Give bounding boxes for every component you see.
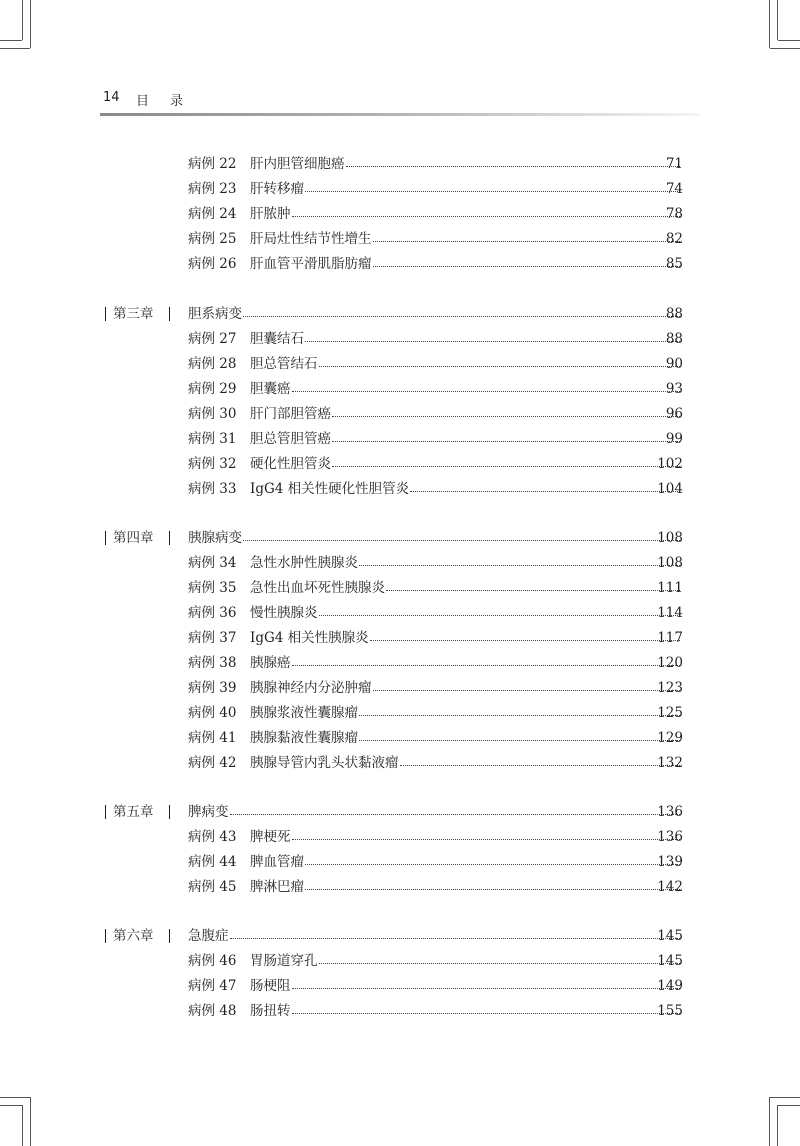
entry-page-number: 129 [657, 730, 683, 746]
chapter-bracket-right [169, 307, 170, 321]
dot-leader [292, 999, 681, 1014]
case-number: 病例 39 [188, 680, 237, 696]
entry-title-line [250, 850, 682, 874]
entry-page-number: 71 [665, 156, 683, 172]
dot-leader [373, 252, 681, 267]
case-title: 脾血管瘤 [250, 854, 304, 870]
dot-leader [359, 726, 680, 741]
case-number: 病例 30 [188, 406, 237, 422]
dot-leader [359, 701, 680, 716]
case-title: 肠扭转 [250, 1003, 291, 1019]
chapter-number: 第五章 [113, 804, 154, 820]
dot-leader [230, 800, 681, 815]
dot-leader [332, 452, 680, 467]
toc-case-entry[interactable] [0, 999, 800, 1023]
case-title: 脾梗死 [250, 829, 291, 845]
entry-page-number: 74 [665, 181, 683, 197]
case-title: 胆总管结石 [250, 356, 318, 372]
case-number: 病例 44 [188, 854, 237, 870]
entry-title-line [250, 177, 682, 201]
case-title: 胰腺癌 [250, 655, 291, 671]
toc-case-entry[interactable] [0, 726, 800, 750]
chapter-bracket-right [169, 531, 170, 545]
entry-page-number: 136 [657, 829, 683, 845]
dot-leader [386, 576, 680, 591]
case-number: 病例 34 [188, 555, 237, 571]
entry-title-line [250, 551, 682, 575]
entry-title-line [250, 875, 682, 899]
entry-page-number: 108 [657, 530, 683, 546]
dot-leader [332, 427, 680, 442]
case-title: 脾淋巴瘤 [250, 879, 304, 895]
entry-page-number: 99 [665, 431, 683, 447]
case-title: 胆囊癌 [250, 381, 291, 397]
dot-leader [332, 402, 680, 417]
entry-title-line [250, 352, 682, 376]
case-title: 肝局灶性结节性增生 [250, 231, 372, 247]
dot-leader [292, 825, 681, 840]
entry-title-line [250, 377, 682, 401]
dot-leader [305, 850, 680, 865]
entry-title-line [250, 601, 682, 625]
dot-leader [243, 526, 680, 541]
chapter-number: 第六章 [113, 928, 154, 944]
toc-case-entry[interactable] [0, 751, 800, 775]
case-number: 病例 33 [188, 481, 237, 497]
entry-title-line [250, 999, 682, 1023]
entry-page-number: 125 [657, 705, 683, 721]
toc-case-entry[interactable] [0, 452, 800, 476]
entry-title-line [250, 427, 682, 451]
case-title: 肝内胆管细胞癌 [250, 156, 345, 172]
chapter-title: 急腹症 [188, 928, 229, 944]
dot-leader [243, 302, 680, 317]
case-title: 胰腺神经内分泌肿瘤 [250, 680, 372, 696]
case-title: 急性水肿性胰腺炎 [250, 555, 358, 571]
header-title-char-2: 录 [170, 94, 184, 109]
dot-leader [319, 601, 681, 616]
chapter-title: 胰腺病变 [188, 530, 242, 546]
entry-page-number: 117 [657, 630, 683, 646]
chapter-bracket-right [169, 929, 170, 943]
dot-leader [230, 924, 681, 939]
case-number: 病例 42 [188, 755, 237, 771]
entry-page-number: 88 [665, 306, 683, 322]
chapter-title: 胆系病变 [188, 306, 242, 322]
case-number: 病例 40 [188, 705, 237, 721]
case-title: 胆总管胆管癌 [250, 431, 331, 447]
case-title: 急性出血坏死性胰腺炎 [250, 580, 385, 596]
entry-title-line [250, 327, 682, 351]
entry-page-number: 155 [657, 1003, 683, 1019]
entry-page-number: 93 [665, 381, 683, 397]
case-title: IgG4 相关性胰腺炎 [250, 630, 369, 646]
case-title: 肠梗阻 [250, 978, 291, 994]
toc-case-entry[interactable] [0, 551, 800, 575]
case-number: 病例 37 [188, 630, 237, 646]
case-number: 病例 26 [188, 256, 237, 272]
case-number: 病例 31 [188, 431, 237, 447]
toc-case-entry[interactable] [0, 427, 800, 451]
dot-leader [292, 651, 681, 666]
toc-case-entry[interactable] [0, 701, 800, 725]
entry-title-line [250, 252, 682, 276]
case-number: 病例 29 [188, 381, 237, 397]
case-number: 病例 35 [188, 580, 237, 596]
dot-leader [410, 477, 680, 492]
case-title: 肝脓肿 [250, 206, 291, 222]
toc-case-entry[interactable] [0, 601, 800, 625]
toc-case-entry[interactable] [0, 477, 800, 501]
entry-title-line [250, 751, 682, 775]
chapter-number: 第三章 [113, 306, 154, 322]
case-title: 胃肠道穿孔 [250, 953, 318, 969]
dot-leader [373, 676, 681, 691]
dot-leader [292, 974, 681, 989]
toc-case-entry[interactable] [0, 974, 800, 998]
toc-chapter-entry[interactable] [0, 302, 800, 326]
entry-title-line [250, 949, 682, 973]
toc-case-entry[interactable] [0, 402, 800, 426]
case-title: 胰腺浆液性囊腺瘤 [250, 705, 358, 721]
entry-title-line [188, 924, 682, 948]
entry-page-number: 139 [657, 854, 683, 870]
entry-title-line [250, 726, 682, 750]
entry-page-number: 85 [665, 256, 683, 272]
chapter-bracket-right [169, 805, 170, 819]
toc-case-entry[interactable] [0, 626, 800, 650]
toc-case-entry[interactable] [0, 352, 800, 376]
entry-title-line [250, 676, 682, 700]
entry-title-line [250, 152, 682, 176]
entry-page-number: 88 [665, 331, 683, 347]
toc-case-entry[interactable] [0, 202, 800, 226]
entry-page-number: 149 [657, 978, 683, 994]
case-title: 胰腺黏液性囊腺瘤 [250, 730, 358, 746]
entry-page-number: 82 [665, 231, 683, 247]
chapter-label-box [103, 302, 177, 326]
case-title: 胆囊结石 [250, 331, 304, 347]
case-number: 病例 28 [188, 356, 237, 372]
entry-title-line [250, 227, 682, 251]
entry-title-line [188, 302, 682, 326]
dot-leader [370, 626, 680, 641]
chapter-bracket-left [105, 805, 106, 819]
case-title: 肝门部胆管癌 [250, 406, 331, 422]
chapter-label-box [103, 924, 177, 948]
toc-chapter-entry[interactable] [0, 800, 800, 824]
dot-leader [292, 202, 681, 217]
entry-title-line [250, 974, 682, 998]
entry-title-line [250, 402, 682, 426]
toc-case-entry[interactable] [0, 152, 800, 176]
entry-page-number: 78 [665, 206, 683, 222]
entry-title-line [188, 526, 682, 550]
entry-title-line [250, 701, 682, 725]
case-number: 病例 41 [188, 730, 237, 746]
toc-case-entry[interactable] [0, 676, 800, 700]
entry-page-number: 123 [657, 680, 683, 696]
entry-title-line [188, 800, 682, 824]
case-title: 肝血管平滑肌脂肪瘤 [250, 256, 372, 272]
dot-leader [400, 751, 681, 766]
case-number: 病例 43 [188, 829, 237, 845]
entry-title-line [250, 626, 682, 650]
case-title: 慢性胰腺炎 [250, 605, 318, 621]
toc-case-entry[interactable] [0, 825, 800, 849]
case-number: 病例 22 [188, 156, 237, 172]
dot-leader [305, 177, 680, 192]
toc-case-entry[interactable] [0, 875, 800, 899]
chapter-title: 脾病变 [188, 804, 229, 820]
entry-page-number: 102 [657, 456, 683, 472]
chapter-number: 第四章 [113, 530, 154, 546]
case-title: IgG4 相关性硬化性胆管炎 [250, 481, 410, 497]
entry-page-number: 145 [657, 953, 683, 969]
toc-case-entry[interactable] [0, 327, 800, 351]
chapter-bracket-left [105, 307, 106, 321]
toc-case-entry[interactable] [0, 177, 800, 201]
toc-case-entry[interactable] [0, 576, 800, 600]
header-rule [100, 113, 700, 116]
entry-page-number: 104 [657, 481, 683, 497]
dot-leader [359, 551, 680, 566]
case-title: 硬化性胆管炎 [250, 456, 331, 472]
case-number: 病例 23 [188, 181, 237, 197]
entry-page-number: 132 [657, 755, 683, 771]
toc-case-entry[interactable] [0, 227, 800, 251]
toc-chapter-entry[interactable] [0, 924, 800, 948]
case-number: 病例 27 [188, 331, 237, 347]
page-number: 14 [103, 90, 120, 105]
case-number: 病例 24 [188, 206, 237, 222]
entry-page-number: 90 [665, 356, 683, 372]
entry-page-number: 108 [657, 555, 683, 571]
entry-title-line [250, 651, 682, 675]
dot-leader [373, 227, 681, 242]
entry-page-number: 142 [657, 879, 683, 895]
case-number: 病例 48 [188, 1003, 237, 1019]
chapter-bracket-left [105, 929, 106, 943]
case-number: 病例 36 [188, 605, 237, 621]
case-title: 胰腺导管内乳头状黏液瘤 [250, 755, 399, 771]
entry-page-number: 136 [657, 804, 683, 820]
entry-title-line [250, 825, 682, 849]
case-number: 病例 47 [188, 978, 237, 994]
case-title: 肝转移瘤 [250, 181, 304, 197]
chapter-label-box [103, 526, 177, 550]
entry-title-line [250, 452, 682, 476]
dot-leader [319, 949, 681, 964]
dot-leader [346, 152, 681, 167]
case-number: 病例 45 [188, 879, 237, 895]
toc-case-entry[interactable] [0, 377, 800, 401]
entry-title-line [250, 576, 682, 600]
toc-case-entry[interactable] [0, 850, 800, 874]
header-title-char-1: 目 [136, 94, 150, 109]
case-number: 病例 38 [188, 655, 237, 671]
entry-page-number: 96 [665, 406, 683, 422]
toc-case-entry[interactable] [0, 252, 800, 276]
chapter-bracket-left [105, 531, 106, 545]
case-number: 病例 32 [188, 456, 237, 472]
dot-leader [319, 352, 681, 367]
dot-leader [305, 327, 680, 342]
toc-case-entry[interactable] [0, 651, 800, 675]
toc-case-entry[interactable] [0, 949, 800, 973]
entry-page-number: 120 [657, 655, 683, 671]
case-number: 病例 25 [188, 231, 237, 247]
toc-chapter-entry[interactable] [0, 526, 800, 550]
entry-page-number: 111 [657, 580, 683, 596]
entry-title-line [250, 202, 682, 226]
entry-page-number: 145 [657, 928, 683, 944]
dot-leader [305, 875, 680, 890]
entry-title-line [250, 477, 682, 501]
chapter-label-box [103, 800, 177, 824]
case-number: 病例 46 [188, 953, 237, 969]
entry-page-number: 114 [657, 605, 683, 621]
dot-leader [292, 377, 681, 392]
